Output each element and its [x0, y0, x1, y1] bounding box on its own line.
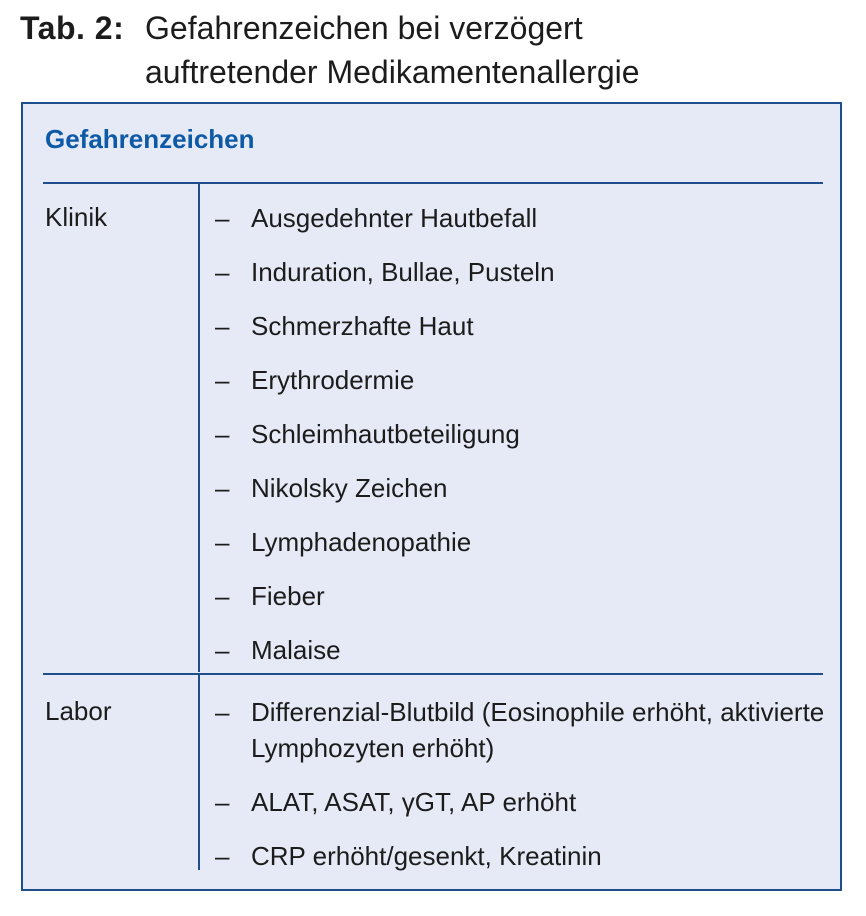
- column-divider-klinik: [198, 183, 200, 672]
- table-title-line-1: Gefahrenzeichen bei verzögert: [145, 10, 583, 46]
- row-divider: [43, 673, 823, 675]
- dash-bullet: –: [215, 203, 230, 233]
- list-item: – Schleimhautbeteiligung: [215, 416, 555, 452]
- dash-bullet: –: [215, 419, 230, 449]
- list-item: – ALAT, ASAT, γGT, AP erhöht: [215, 784, 825, 820]
- table-header: Gefahrenzeichen: [45, 124, 255, 154]
- list-item: – Erythrodermie: [215, 362, 555, 398]
- dash-bullet: –: [215, 581, 230, 611]
- dash-bullet: –: [215, 787, 230, 817]
- list-item: – Differenzial-Blutbild (Eosinophile erhöht, aktivierte Lymphozyten erhöht): [215, 694, 825, 766]
- list-item: – Fieber: [215, 578, 555, 614]
- row-label-klinik: Klinik: [45, 202, 108, 232]
- dash-bullet: –: [215, 473, 230, 503]
- list-item: – Malaise: [215, 632, 555, 668]
- dash-bullet: –: [215, 697, 230, 727]
- list-item: – Lymphadenopathie: [215, 524, 555, 560]
- header-divider: [43, 182, 823, 184]
- table: [21, 102, 842, 891]
- row-label-labor: Labor: [45, 696, 112, 726]
- dash-bullet: –: [215, 311, 230, 341]
- dash-bullet: –: [215, 527, 230, 557]
- table-title-line-2: auftretender Medikamentenallergie: [145, 54, 640, 90]
- column-divider-labor: [198, 674, 200, 870]
- dash-bullet: –: [215, 635, 230, 665]
- dash-bullet: –: [215, 257, 230, 287]
- list-item: – CRP erhöht/gesenkt, Kreatinin: [215, 838, 825, 874]
- list-item: – Induration, Bullae, Pusteln: [215, 254, 555, 290]
- labor-list: [215, 694, 825, 874]
- dash-bullet: –: [215, 365, 230, 395]
- dash-bullet: –: [215, 841, 230, 871]
- table-number: Tab. 2:: [20, 10, 125, 46]
- list-item: – Ausgedehnter Hautbefall: [215, 200, 555, 236]
- list-item: – Schmerzhafte Haut: [215, 308, 555, 344]
- klinik-list: [215, 200, 555, 686]
- list-item: – Nikolsky Zeichen: [215, 470, 555, 506]
- table-title: [145, 6, 845, 94]
